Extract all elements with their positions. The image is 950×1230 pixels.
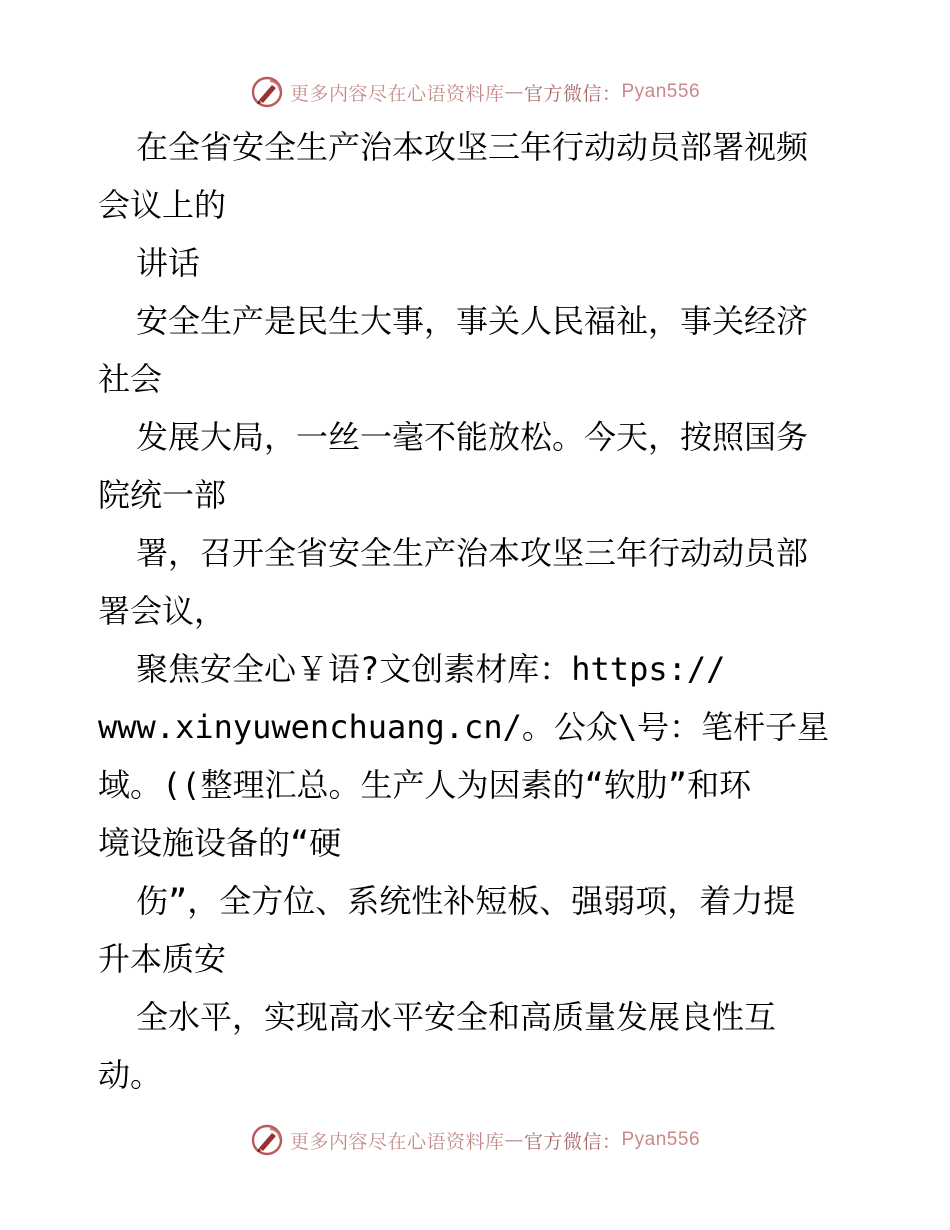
banner-main-text: 更多内容尽在心语资料库 bbox=[289, 82, 505, 105]
banner-handle: Pyan556 bbox=[621, 1129, 701, 1150]
banner-separator: — bbox=[504, 1129, 524, 1151]
text-line: www.xinyuwenchuang.cn/。公众\号：笔杆子星 bbox=[98, 708, 830, 746]
text-line: 升本质安 bbox=[98, 940, 227, 978]
text-line: 域。((整理汇总。生产人为因素的“软肋”和环 bbox=[98, 766, 752, 804]
header-banner bbox=[0, 72, 950, 112]
text-line: 在全省安全生产治本攻坚三年行动动员部署视频 bbox=[136, 128, 809, 166]
text-line: 讲话 bbox=[136, 244, 201, 282]
text-line: 安全生产是民生大事，事关人民福祉，事关经济 bbox=[136, 302, 809, 340]
footer-banner bbox=[0, 1120, 950, 1160]
pen-logo-icon bbox=[250, 1123, 284, 1157]
text-line: 聚焦安全心￥语?文创素材库：https:// bbox=[136, 650, 726, 688]
text-line: 社会 bbox=[98, 360, 163, 398]
document-body bbox=[98, 118, 858, 1104]
banner-handle: Pyan556 bbox=[621, 81, 701, 102]
text-line: 会议上的 bbox=[98, 186, 227, 224]
text-line: 全水平，实现高水平安全和高质量发展良性互 bbox=[136, 998, 777, 1036]
text-line: 署，召开全省安全生产治本攻坚三年行动动员部 bbox=[136, 534, 809, 572]
banner-separator: — bbox=[504, 81, 524, 103]
text-line: 伤”，全方位、系统性补短板、强弱项，着力提 bbox=[136, 882, 796, 920]
banner-wechat-label: 官方微信： bbox=[523, 82, 622, 105]
text-line: 院统一部 bbox=[98, 476, 227, 514]
banner-wechat-label: 官方微信： bbox=[523, 1130, 622, 1153]
pen-logo-icon bbox=[250, 75, 284, 109]
text-line: 署会议， bbox=[98, 592, 227, 630]
text-line: 发展大局，一丝一毫不能放松。今天，按照国务 bbox=[136, 418, 809, 456]
banner-main-text: 更多内容尽在心语资料库 bbox=[289, 1130, 505, 1153]
text-line: 动。 bbox=[98, 1056, 163, 1094]
text-line: 境设施设备的“硬 bbox=[98, 824, 342, 862]
